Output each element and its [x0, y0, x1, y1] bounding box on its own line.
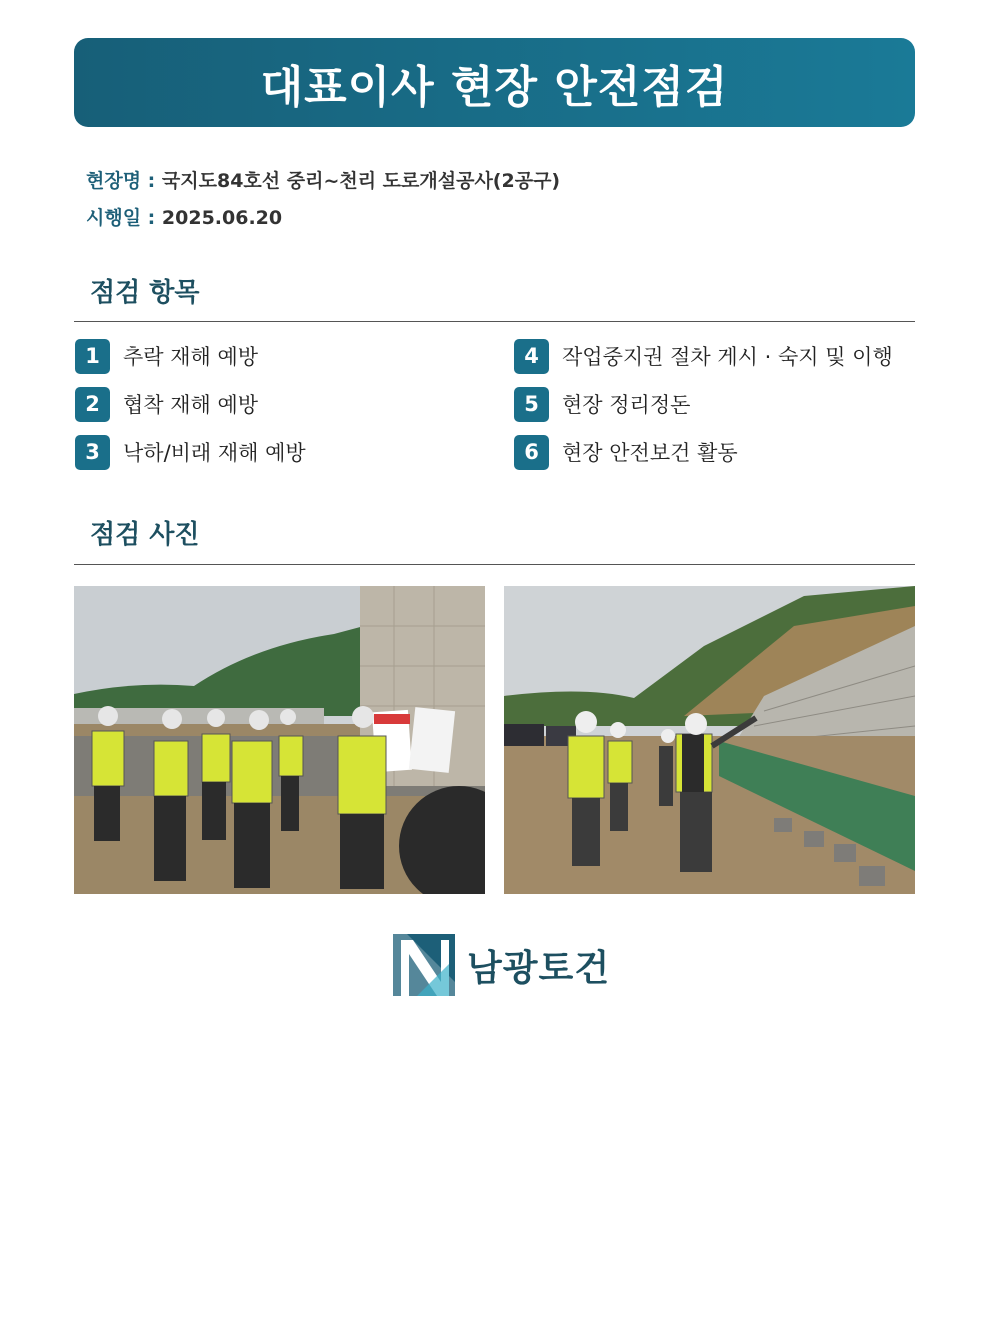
item-label: 현장 안전보건 활동: [562, 441, 738, 465]
item-number-badge: 3: [75, 435, 110, 470]
photos-divider: [74, 564, 915, 565]
item-number-badge: 2: [75, 387, 110, 422]
inspection-photo-2: [504, 586, 915, 894]
item-label: 추락 재해 예방: [123, 345, 259, 369]
site-name-line: [86, 166, 560, 193]
check-item-4: [514, 338, 893, 374]
date-value: 2025.06.20: [161, 207, 283, 229]
check-item-6: [514, 434, 738, 470]
title-banner: [74, 38, 915, 127]
item-number-badge: 6: [514, 435, 549, 470]
check-item-3: [75, 434, 306, 470]
item-number-badge: 5: [514, 387, 549, 422]
item-label: 작업중지권 절차 게시 · 숙지 및 이행: [562, 345, 893, 369]
item-label: 낙하/비래 재해 예방: [123, 441, 306, 465]
logo-mark-icon: [393, 934, 455, 996]
check-item-1: [75, 338, 258, 374]
company-logo: [393, 934, 610, 996]
company-name: 남광토건: [467, 947, 611, 989]
item-label: 협착 재해 예방: [123, 393, 259, 417]
photos-section-title: 점검 사진: [90, 520, 200, 550]
check-item-2: [75, 386, 258, 422]
items-divider: [74, 321, 915, 322]
date-line: [86, 203, 282, 230]
page-title: 대표이사 현장 안전점검: [260, 61, 729, 113]
check-item-5: [514, 386, 690, 422]
item-number-badge: 4: [514, 339, 549, 374]
item-number-badge: 1: [75, 339, 110, 374]
items-section-title: 점검 항목: [90, 278, 200, 308]
inspection-photo-1: [74, 586, 485, 894]
date-key: 시행일 :: [86, 207, 156, 229]
site-name-key: 현장명 :: [86, 170, 156, 192]
site-name-value: 국지도84호선 중리~천리 도로개설공사(2공구): [161, 170, 561, 192]
item-label: 현장 정리정돈: [562, 393, 691, 417]
